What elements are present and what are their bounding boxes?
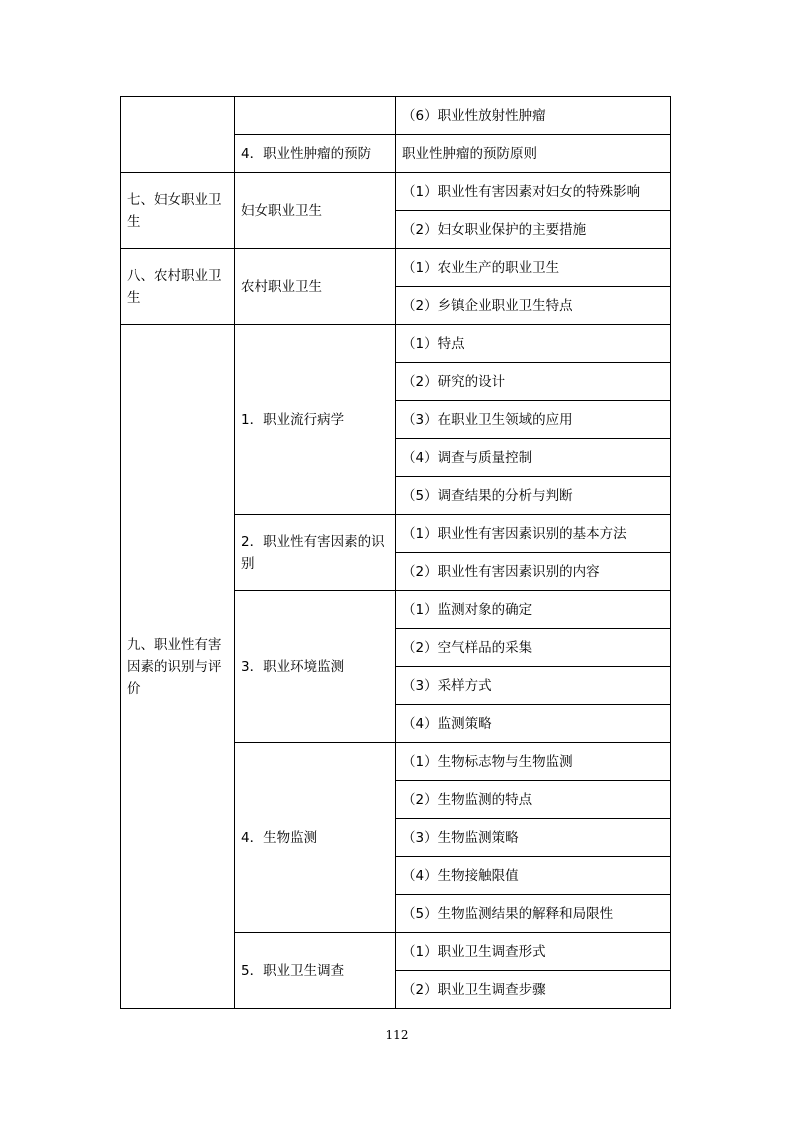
item-cell: （4）生物接触限值 bbox=[396, 857, 671, 895]
item-cell: （2）乡镇企业职业卫生特点 bbox=[396, 287, 671, 325]
item-cell: （2）生物监测的特点 bbox=[396, 781, 671, 819]
item-cell: （2）妇女职业保护的主要措施 bbox=[396, 211, 671, 249]
subtopic-cell: 4．职业性肿瘤的预防 bbox=[235, 135, 396, 173]
item-cell: （5）调查结果的分析与判断 bbox=[396, 477, 671, 515]
item-cell: （1）监测对象的确定 bbox=[396, 591, 671, 629]
item-cell: （3）采样方式 bbox=[396, 667, 671, 705]
subtopic-cell: 4．生物监测 bbox=[235, 743, 396, 933]
page-number: 112 bbox=[385, 1028, 409, 1042]
item-cell: （4）调查与质量控制 bbox=[396, 439, 671, 477]
topic-cell: 八、农村职业卫生 bbox=[121, 249, 235, 325]
table-row bbox=[121, 249, 671, 287]
item-cell: （2）研究的设计 bbox=[396, 363, 671, 401]
item-cell: （1）特点 bbox=[396, 325, 671, 363]
item-cell: （1）生物标志物与生物监测 bbox=[396, 743, 671, 781]
item-cell: （2）职业卫生调查步骤 bbox=[396, 971, 671, 1009]
item-cell: （2）空气样品的采集 bbox=[396, 629, 671, 667]
topic-cell: 七、妇女职业卫生 bbox=[121, 173, 235, 249]
item-cell: （1）职业性有害因素识别的基本方法 bbox=[396, 515, 671, 553]
item-cell: （6）职业性放射性肿瘤 bbox=[396, 97, 671, 135]
item-cell: （3）在职业卫生领域的应用 bbox=[396, 401, 671, 439]
table-row bbox=[121, 173, 671, 211]
item-cell: （1）农业生产的职业卫生 bbox=[396, 249, 671, 287]
item-cell: （1）职业卫生调查形式 bbox=[396, 933, 671, 971]
subtopic-cell: 农村职业卫生 bbox=[235, 249, 396, 325]
item-cell: （5）生物监测结果的解释和局限性 bbox=[396, 895, 671, 933]
subtopic-cell-empty bbox=[235, 97, 396, 135]
table-row bbox=[121, 325, 671, 363]
subtopic-cell: 妇女职业卫生 bbox=[235, 173, 396, 249]
item-cell: （4）监测策略 bbox=[396, 705, 671, 743]
subtopic-cell: 3．职业环境监测 bbox=[235, 591, 396, 743]
topic-cell: 九、职业性有害因素的识别与评价 bbox=[121, 325, 235, 1009]
topic-cell-empty bbox=[121, 97, 235, 173]
subtopic-cell: 1．职业流行病学 bbox=[235, 325, 396, 515]
item-cell: （2）职业性有害因素识别的内容 bbox=[396, 553, 671, 591]
item-cell: 职业性肿瘤的预防原则 bbox=[396, 135, 671, 173]
item-cell: （3）生物监测策略 bbox=[396, 819, 671, 857]
subtopic-cell: 2．职业性有害因素的识别 bbox=[235, 515, 396, 591]
table-row bbox=[121, 97, 671, 135]
syllabus-table bbox=[120, 96, 671, 1009]
subtopic-cell: 5．职业卫生调查 bbox=[235, 933, 396, 1009]
item-cell: （1）职业性有害因素对妇女的特殊影响 bbox=[396, 173, 671, 211]
